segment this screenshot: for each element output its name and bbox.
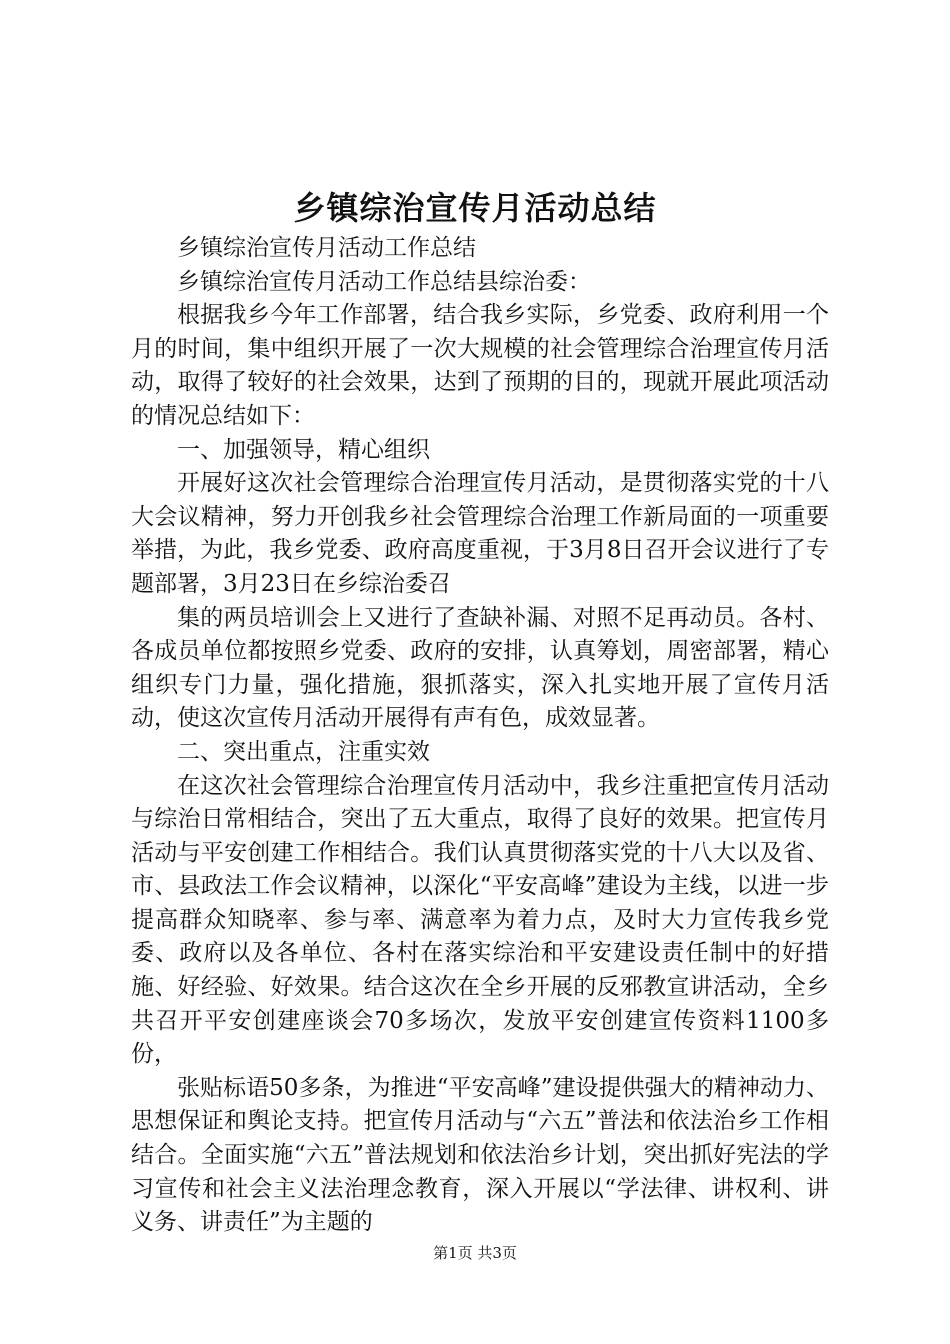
paragraph: 张贴标语50多条，为推进“平安高峰”建设提供强大的精神动力、思想保证和舆论支持。把宣传月活动与“六五”普法和依法治乡工作相结合。全面实施“六五”普法规划和依法治乡计划，突出抓好宪法的学习宣传和社会主义法治理念教育，深入开展以“学法律、讲权利、讲义务、讲责任”为主题的 (131, 1074, 829, 1236)
paragraph: 开展好这次社会管理综合治理宣传月活动，是贯彻落实党的十八大会议精神，努力开创我乡社会管理综合治理工作新局面的一项重要举措，为此，我乡党委、政府高度重视，于3月8日召开会议进行了专题部署，3月23日在乡综治委召 (131, 470, 829, 597)
paragraph: 乡镇综治宣传月活动工作总结县综治委： (177, 268, 591, 295)
page-footer: 第1页 共3页 (433, 1244, 517, 1262)
paragraph: 集的两员培训会上又进行了查缺补漏、对照不足再动员。各村、各成员单位都按照乡党委、政府的安排，认真筹划，周密部署，精心组织专门力量，强化措施，狠抓落实，深入扎实地开展了宣传月活动，使这次宣传月活动开展得有声有色，成效显著。 (131, 604, 829, 732)
section-heading: 二、突出重点，注重实效 (177, 738, 430, 765)
document-title: 乡镇综治宣传月活动总结 (293, 189, 657, 227)
paragraph: 在这次社会管理综合治理宣传月活动中，我乡注重把宣传月活动与综治日常相结合，突出了五大重点，取得了良好的效果。把宣传月活动与平安创建工作相结合。我们认真贯彻落实党的十八大以及省、市、县政法工作会议精神，以深化“平安高峰”建设为主线，以进一步提高群众知晓率、参与率、满意率为着力点，及时大力宣传我乡党委、政府以及各单位、各村在落实综治和平安建设责任制中的好措施、好经验、好效果。结合这次在全乡开展的反邪教宣讲活动，全乡共召开平安创建座谈会70多场次，发放平安创建宣传资料1100多份， (131, 772, 829, 1068)
section-heading: 一、加强领导，精心组织 (177, 436, 430, 463)
document-body (131, 232, 829, 1240)
paragraph: 乡镇综治宣传月活动工作总结 (177, 235, 476, 261)
paragraph: 根据我乡今年工作部署，结合我乡实际，乡党委、政府利用一个月的时间，集中组织开展了一次大规模的社会管理综合治理宣传月活动，取得了较好的社会效果，达到了预期的目的，现就开展此项活动的情况总结如下： (131, 302, 829, 429)
